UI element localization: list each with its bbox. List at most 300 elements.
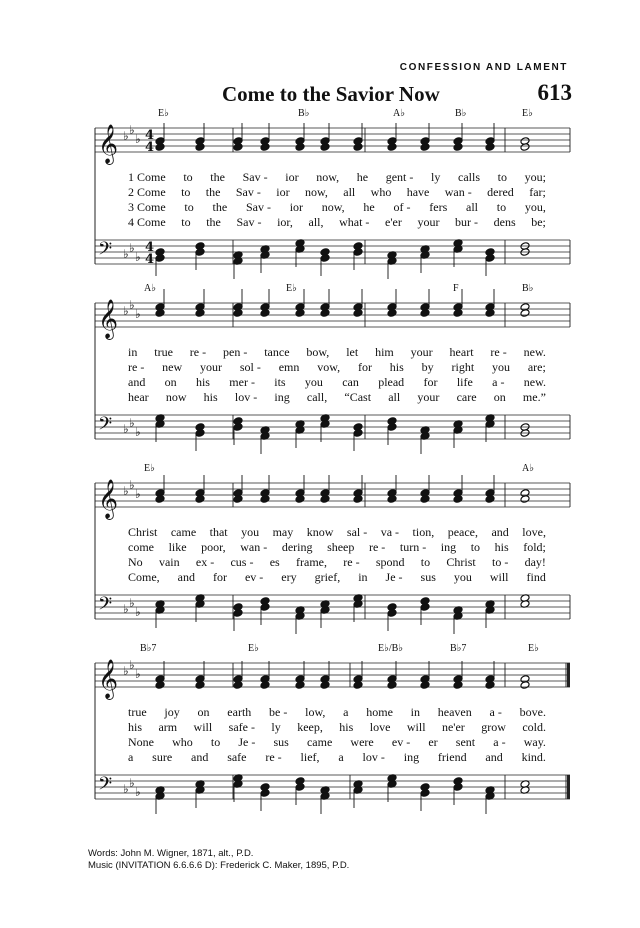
lyric-syllable: Christ: [128, 525, 158, 539]
lyric-syllable: hear: [128, 390, 149, 404]
lyric-syllable: are;: [527, 360, 546, 374]
lyric-syllable: the: [206, 215, 221, 229]
lyric-syllable: will: [489, 570, 509, 584]
lyric-syllable: his: [203, 390, 218, 404]
lyric-syllable: tion,: [412, 525, 435, 539]
lyric-syllable: a -: [492, 375, 505, 389]
lyric-syllable: lov -: [234, 390, 258, 404]
lyric-syllable: “Cast: [344, 390, 372, 404]
lyric-syllable: Je -: [385, 570, 403, 584]
lyric-syllable: pen -: [223, 345, 248, 359]
lyric-syllable: he: [363, 200, 375, 214]
lyric-line-verse-1: [128, 345, 546, 360]
lyric-syllable: he: [356, 170, 369, 184]
lyric-syllable: calls: [458, 170, 481, 184]
lyric-line-verse-2: [128, 185, 546, 200]
lyric-syllable: keep,: [297, 720, 323, 734]
lyric-syllable: to: [497, 170, 507, 184]
bass-clef-icon: 𝄢: [98, 414, 113, 439]
lyric-syllable: day!: [524, 555, 546, 569]
lyric-syllable: cold.: [522, 720, 546, 734]
lyric-syllable: to: [184, 200, 194, 214]
note-head: [233, 681, 243, 690]
lyric-syllable: re -: [490, 345, 507, 359]
flat-icon: ♭: [135, 307, 141, 321]
lyric-syllable: come: [128, 540, 154, 554]
time-signature: 4: [145, 140, 155, 155]
lyric-syllable: fers: [429, 200, 448, 214]
lyric-line-verse-3: [128, 375, 546, 390]
lyric-syllable: love,: [522, 525, 546, 539]
lyric-syllable: ior: [276, 185, 290, 199]
lyric-syllable: bove.: [519, 705, 546, 719]
lyric-line-verse-2: [128, 360, 546, 375]
lyric-syllable: to: [496, 200, 507, 214]
chord-symbol: E♭: [158, 108, 169, 119]
lyric-line-verse-1: [128, 705, 546, 720]
note-head: [453, 143, 463, 152]
lyric-syllable: safe: [227, 750, 247, 764]
note-head: [233, 143, 243, 152]
lyric-syllable: re -: [368, 540, 386, 554]
lyric-syllable: in: [410, 705, 421, 719]
lyric-syllable: sus: [420, 570, 436, 584]
credits: [88, 848, 349, 872]
lyric-syllable: joy: [164, 705, 180, 719]
lyric-syllable: your: [200, 360, 223, 374]
chord-symbol: E♭: [522, 108, 533, 119]
lyric-syllable: bur -: [455, 215, 479, 229]
lyric-syllable: who: [370, 185, 392, 199]
note-head: [195, 429, 205, 438]
lyric-syllable: what -: [339, 215, 370, 229]
lyric-syllable: kind.: [521, 750, 546, 764]
flat-icon: ♭: [135, 250, 141, 264]
lyric-syllable: 3 Come: [128, 200, 166, 214]
lyric-syllable: in: [128, 345, 138, 359]
note-head: [320, 681, 330, 690]
note-head: [453, 783, 463, 792]
lyric-syllable: can: [342, 375, 359, 389]
note-head: [155, 681, 165, 690]
lyric-syllable: plead: [378, 375, 405, 389]
note-head: [320, 495, 330, 504]
lyric-syllable: for: [212, 570, 227, 584]
lyric-syllable: er: [428, 735, 438, 749]
music-system: [0, 108, 640, 278]
bass-clef-icon: 𝄢: [98, 594, 113, 619]
note-head: [353, 429, 363, 438]
lyric-syllable: ly: [431, 170, 441, 184]
lyric-syllable: me.”: [522, 390, 546, 404]
lyric-syllable: None: [128, 735, 154, 749]
lyric-syllable: your: [417, 390, 440, 404]
words-credit: Words: John M. Wigner, 1871, alt., P.D.: [88, 848, 254, 859]
note-head: [260, 603, 270, 612]
lyric-syllable: to: [181, 185, 191, 199]
note-head: [295, 309, 305, 318]
lyric-line-verse-3: [128, 200, 546, 215]
lyric-syllable: you;: [524, 170, 546, 184]
lyric-syllable: life: [456, 375, 473, 389]
note-head: [353, 248, 363, 257]
lyric-syllable: ing: [274, 390, 290, 404]
lyric-syllable: may: [272, 525, 294, 539]
lyric-syllable: sol -: [239, 360, 261, 374]
lyric-syllable: tance: [264, 345, 290, 359]
note-head: [233, 495, 243, 504]
note-head: [260, 789, 270, 798]
time-signature: 4: [145, 240, 155, 255]
note-head: [353, 309, 363, 318]
lyric-syllable: lief,: [300, 750, 320, 764]
lyric-syllable: and: [128, 375, 146, 389]
flat-icon: ♭: [135, 425, 141, 439]
lyric-line-verse-4: [128, 750, 546, 765]
lyric-syllable: new.: [523, 345, 546, 359]
lyric-syllable: its: [274, 375, 286, 389]
note-head: [295, 783, 305, 792]
lyric-line-verse-4: [128, 390, 546, 405]
note-head: [520, 495, 530, 504]
lyric-syllable: 1 Come: [128, 170, 166, 184]
time-signature: 4: [145, 252, 155, 267]
lyric-line-verse-4: [128, 570, 546, 585]
note-head: [233, 309, 243, 318]
note-head: [387, 681, 397, 690]
chord-symbol: B♭: [298, 108, 310, 119]
lyric-syllable: Christ: [446, 555, 476, 569]
lyric-syllable: be;: [531, 215, 546, 229]
flat-icon: ♭: [129, 298, 135, 312]
note-head: [420, 681, 430, 690]
bass-clef-icon: 𝄢: [98, 239, 113, 264]
lyric-syllable: heart: [449, 345, 474, 359]
lyric-syllable: were: [350, 735, 374, 749]
music-system: [0, 463, 640, 633]
lyric-syllable: sheep: [327, 540, 355, 554]
note-head: [155, 309, 165, 318]
lyric-syllable: on: [197, 705, 210, 719]
lyric-syllable: ne'er: [441, 720, 465, 734]
lyric-line-verse-3: [128, 555, 546, 570]
note-head: [195, 248, 205, 257]
lyric-syllable: No: [128, 555, 143, 569]
note-head: [420, 309, 430, 318]
lyric-syllable: let: [346, 345, 359, 359]
lyric-line-verse-2: [128, 540, 546, 555]
lyric-syllable: mer -: [229, 375, 255, 389]
lyric-syllable: a: [128, 750, 134, 764]
lyric-syllable: the: [212, 200, 228, 214]
lyric-syllable: by: [421, 360, 434, 374]
lyric-syllable: ev -: [391, 735, 411, 749]
lyric-syllable: Sav -: [242, 170, 268, 184]
lyric-syllable: of -: [393, 200, 411, 214]
lyric-syllable: lov -: [362, 750, 385, 764]
lyric-syllable: Sav -: [235, 185, 261, 199]
lyric-syllable: his: [389, 360, 404, 374]
flat-icon: ♭: [123, 782, 129, 796]
lyric-line-verse-1: [128, 170, 546, 185]
lyric-syllable: ly: [271, 720, 281, 734]
lyric-syllable: poor,: [201, 540, 226, 554]
lyric-syllable: ing: [440, 540, 457, 554]
lyric-syllable: your: [410, 345, 433, 359]
note-head: [387, 423, 397, 432]
lyric-syllable: earth: [227, 705, 252, 719]
note-head: [233, 423, 243, 432]
lyric-syllable: for: [357, 360, 372, 374]
lyric-syllable: on: [164, 375, 177, 389]
lyric-line-verse-1: [128, 525, 546, 540]
lyric-syllable: be -: [269, 705, 288, 719]
lyric-syllable: his: [339, 720, 354, 734]
lyric-syllable: know: [306, 525, 334, 539]
note-head: [485, 309, 495, 318]
flat-icon: ♭: [129, 658, 135, 672]
lyric-syllable: cus -: [230, 555, 254, 569]
lyric-syllable: peace,: [447, 525, 478, 539]
chord-symbol: F: [453, 283, 459, 294]
lyric-syllable: his: [494, 540, 509, 554]
chord-symbol: B♭: [455, 108, 467, 119]
lyric-syllable: es: [269, 555, 280, 569]
flat-icon: ♭: [129, 123, 135, 137]
lyric-syllable: you,: [524, 200, 546, 214]
lyric-syllable: and: [491, 525, 509, 539]
music-credit: Music (INVITATION 6.6.6.6 D): Frederick C. Maker, 1895, P.D.: [88, 860, 350, 871]
section-label: CONFESSION AND LAMENT: [399, 62, 568, 73]
lyric-syllable: arm: [158, 720, 178, 734]
note-head: [195, 495, 205, 504]
lyric-syllable: find: [526, 570, 546, 584]
note-head: [520, 309, 530, 318]
lyric-syllable: friend: [437, 750, 467, 764]
lyric-syllable: Sav -: [236, 215, 262, 229]
chord-symbol: B♭7: [450, 643, 467, 654]
note-head: [295, 143, 305, 152]
note-head: [420, 789, 430, 798]
note-head: [320, 143, 330, 152]
lyric-syllable: you: [241, 525, 260, 539]
lyric-line-verse-2: [128, 720, 546, 735]
lyric-syllable: you: [453, 570, 472, 584]
lyric-syllable: his: [195, 375, 210, 389]
note-head: [295, 681, 305, 690]
note-head: [260, 681, 270, 690]
lyric-syllable: sure: [152, 750, 173, 764]
lyric-syllable: now,: [321, 200, 345, 214]
lyric-syllable: him: [375, 345, 394, 359]
chord-symbol: E♭: [528, 643, 539, 654]
lyric-syllable: bow,: [306, 345, 330, 359]
note-head: [520, 143, 530, 152]
note-head: [260, 309, 270, 318]
lyric-syllable: sal -: [346, 525, 368, 539]
lyric-syllable: to: [420, 555, 431, 569]
lyric-syllable: a: [338, 750, 344, 764]
lyric-syllable: new: [162, 360, 183, 374]
chord-symbol: A♭: [393, 108, 405, 119]
lyric-syllable: far;: [529, 185, 546, 199]
note-head: [320, 309, 330, 318]
note-head: [420, 603, 430, 612]
chord-symbol: E♭: [286, 283, 297, 294]
lyric-syllable: emn: [278, 360, 300, 374]
lyric-syllable: fold;: [523, 540, 546, 554]
hymn-number: 613: [537, 80, 572, 105]
note-head: [453, 309, 463, 318]
lyric-syllable: and: [485, 750, 503, 764]
lyric-syllable: and: [191, 750, 209, 764]
note-head: [420, 143, 430, 152]
lyric-syllable: re -: [128, 360, 145, 374]
flat-icon: ♭: [135, 132, 141, 146]
flat-icon: ♭: [123, 602, 129, 616]
note-head: [453, 495, 463, 504]
flat-icon: ♭: [135, 487, 141, 501]
lyric-syllable: on: [493, 390, 506, 404]
lyric-syllable: ing: [403, 750, 420, 764]
lyric-syllable: 4 Come: [128, 215, 166, 229]
flat-icon: ♭: [135, 667, 141, 681]
lyric-syllable: ex -: [195, 555, 215, 569]
chord-symbol: A♭: [144, 283, 156, 294]
flat-icon: ♭: [129, 416, 135, 430]
lyric-syllable: ior: [289, 200, 304, 214]
lyric-syllable: re -: [265, 750, 282, 764]
lyric-syllable: re -: [189, 345, 207, 359]
lyric-syllable: now: [165, 390, 187, 404]
lyric-syllable: in: [358, 570, 368, 584]
lyric-syllable: you: [304, 375, 323, 389]
chord-symbol: A♭: [522, 463, 534, 474]
lyric-syllable: 2 Come: [128, 185, 166, 199]
lyric-syllable: to: [183, 170, 193, 184]
flat-icon: ♭: [135, 605, 141, 619]
lyric-syllable: came: [170, 525, 197, 539]
treble-clef-icon: 𝄞: [98, 124, 119, 164]
lyric-syllable: the: [210, 170, 225, 184]
lyric-syllable: turn -: [399, 540, 427, 554]
note-head: [260, 495, 270, 504]
note-head: [195, 309, 205, 318]
lyric-syllable: e'er: [385, 215, 402, 229]
lyric-syllable: love: [369, 720, 391, 734]
lyric-syllable: frame,: [296, 555, 327, 569]
lyric-syllable: safe -: [228, 720, 255, 734]
note-head: [195, 143, 205, 152]
lyric-syllable: va -: [380, 525, 400, 539]
lyric-syllable: to: [210, 735, 221, 749]
lyric-syllable: vain: [158, 555, 180, 569]
note-head: [320, 254, 330, 263]
lyric-syllable: have: [406, 185, 430, 199]
lyric-syllable: sent: [455, 735, 476, 749]
lyric-syllable: a: [343, 705, 349, 719]
lyric-syllable: low,: [305, 705, 326, 719]
note-head: [520, 681, 530, 690]
chord-symbol: E♭: [248, 643, 259, 654]
lyric-syllable: new.: [523, 375, 546, 389]
lyric-syllable: your: [417, 215, 440, 229]
note-head: [233, 609, 243, 618]
lyric-syllable: heaven: [437, 705, 472, 719]
note-head: [155, 495, 165, 504]
music-system: [0, 283, 640, 453]
lyric-syllable: home: [366, 705, 393, 719]
lyric-syllable: to: [470, 540, 481, 554]
flat-icon: ♭: [123, 664, 129, 678]
lyric-syllable: gent -: [385, 170, 414, 184]
hymn-title: Come to the Savior Now: [222, 82, 440, 106]
flat-icon: ♭: [129, 241, 135, 255]
lyric-syllable: true: [128, 705, 147, 719]
treble-clef-icon: 𝄞: [98, 659, 119, 699]
note-head: [485, 254, 495, 263]
lyric-line-verse-4: [128, 215, 546, 230]
lyric-syllable: Je -: [238, 735, 256, 749]
lyric-syllable: now,: [304, 185, 328, 199]
lyric-syllable: the: [205, 185, 221, 199]
lyric-syllable: and: [177, 570, 195, 584]
lyric-syllable: call,: [306, 390, 328, 404]
lyric-syllable: came: [306, 735, 333, 749]
lyric-syllable: Come,: [128, 570, 160, 584]
lyric-syllable: to: [181, 215, 191, 229]
note-head: [295, 495, 305, 504]
note-head: [453, 681, 463, 690]
lyric-syllable: dered: [487, 185, 514, 199]
lyric-syllable: ior: [285, 170, 299, 184]
lyric-syllable: spond: [375, 555, 405, 569]
lyric-syllable: his: [128, 720, 143, 734]
note-head: [353, 681, 363, 690]
chord-symbol: E♭/B♭: [378, 643, 403, 654]
note-head: [195, 681, 205, 690]
note-head: [387, 609, 397, 618]
lyric-syllable: grief,: [314, 570, 341, 584]
lyric-syllable: wan -: [444, 185, 472, 199]
lyric-syllable: Sav -: [245, 200, 271, 214]
lyric-syllable: sus: [273, 735, 289, 749]
flat-icon: ♭: [123, 304, 129, 318]
note-head: [485, 681, 495, 690]
flat-icon: ♭: [123, 422, 129, 436]
flat-icon: ♭: [129, 776, 135, 790]
treble-clef-icon: 𝄞: [98, 479, 119, 519]
lyric-syllable: that: [209, 525, 228, 539]
lyric-syllable: right: [451, 360, 475, 374]
lyric-syllable: all: [343, 185, 356, 199]
flat-icon: ♭: [129, 596, 135, 610]
flat-icon: ♭: [129, 478, 135, 492]
note-head: [387, 143, 397, 152]
chord-symbol: B♭7: [140, 643, 157, 654]
lyric-syllable: wan -: [240, 540, 268, 554]
lyric-syllable: care: [456, 390, 477, 404]
music-system: [0, 643, 640, 813]
flat-icon: ♭: [135, 785, 141, 799]
bass-clef-icon: 𝄢: [98, 774, 113, 799]
treble-clef-icon: 𝄞: [98, 299, 119, 339]
time-signature: 4: [145, 128, 155, 143]
lyric-syllable: now,: [316, 170, 340, 184]
lyric-syllable: you: [492, 360, 511, 374]
lyric-syllable: all: [466, 200, 478, 214]
flat-icon: ♭: [123, 129, 129, 143]
